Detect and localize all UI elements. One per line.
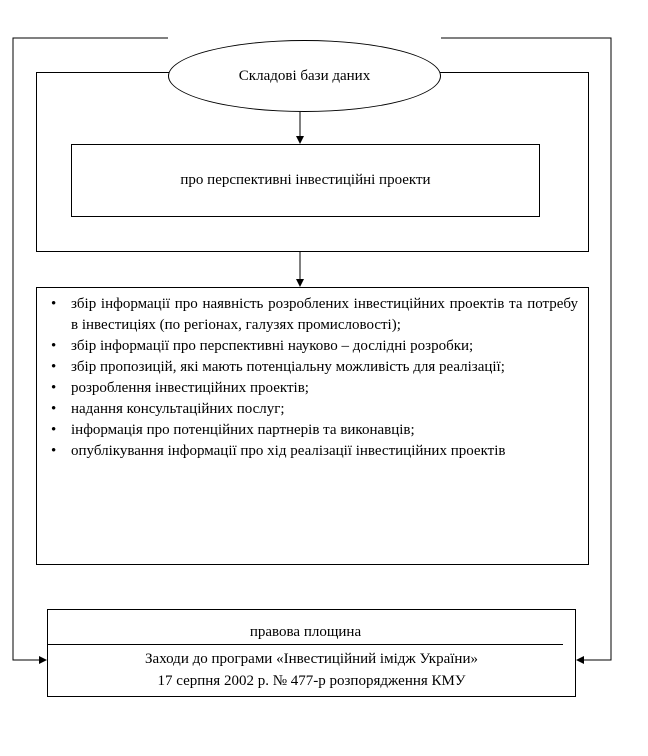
list-item: • розроблення інвестиційних проектів; (47, 378, 578, 399)
list-item: • інформація про потенційних партнерів та виконавців; (47, 420, 578, 441)
legal-framework-body (48, 648, 575, 692)
activities-list (47, 294, 578, 462)
list-item: • збір пропозицій, які мають потенціальну можливість для реалізації; (47, 357, 578, 378)
list-item: • збір інформації про перспективні науково – дослідні розробки; (47, 336, 578, 357)
ellipse-label: Складові бази даних (238, 67, 371, 84)
projects-box-label: про перспективні інвестиційні проекти (180, 172, 431, 188)
legal-line-decree: 17 серпня 2002 р. № 477-р розпорядження КМУ (157, 673, 466, 689)
activities-list-box (36, 287, 589, 565)
list-item: • надання консультаційних послуг; (47, 399, 578, 420)
list-item: • збір інформації про наявність розроблених інвестиційних проектів та потребу в інвестиціях (по регіонах, галузях промисловості); (47, 294, 578, 336)
projects-box (71, 144, 540, 217)
legal-framework-box (47, 609, 576, 697)
legal-line-program: Заходи до програми «Інвестиційний імідж України» (145, 651, 478, 667)
list-item: • опублікування інформації про хід реалізації інвестиційних проектів (47, 441, 578, 462)
database-components-ellipse (168, 40, 441, 112)
legal-framework-header: правова площина (48, 620, 563, 645)
